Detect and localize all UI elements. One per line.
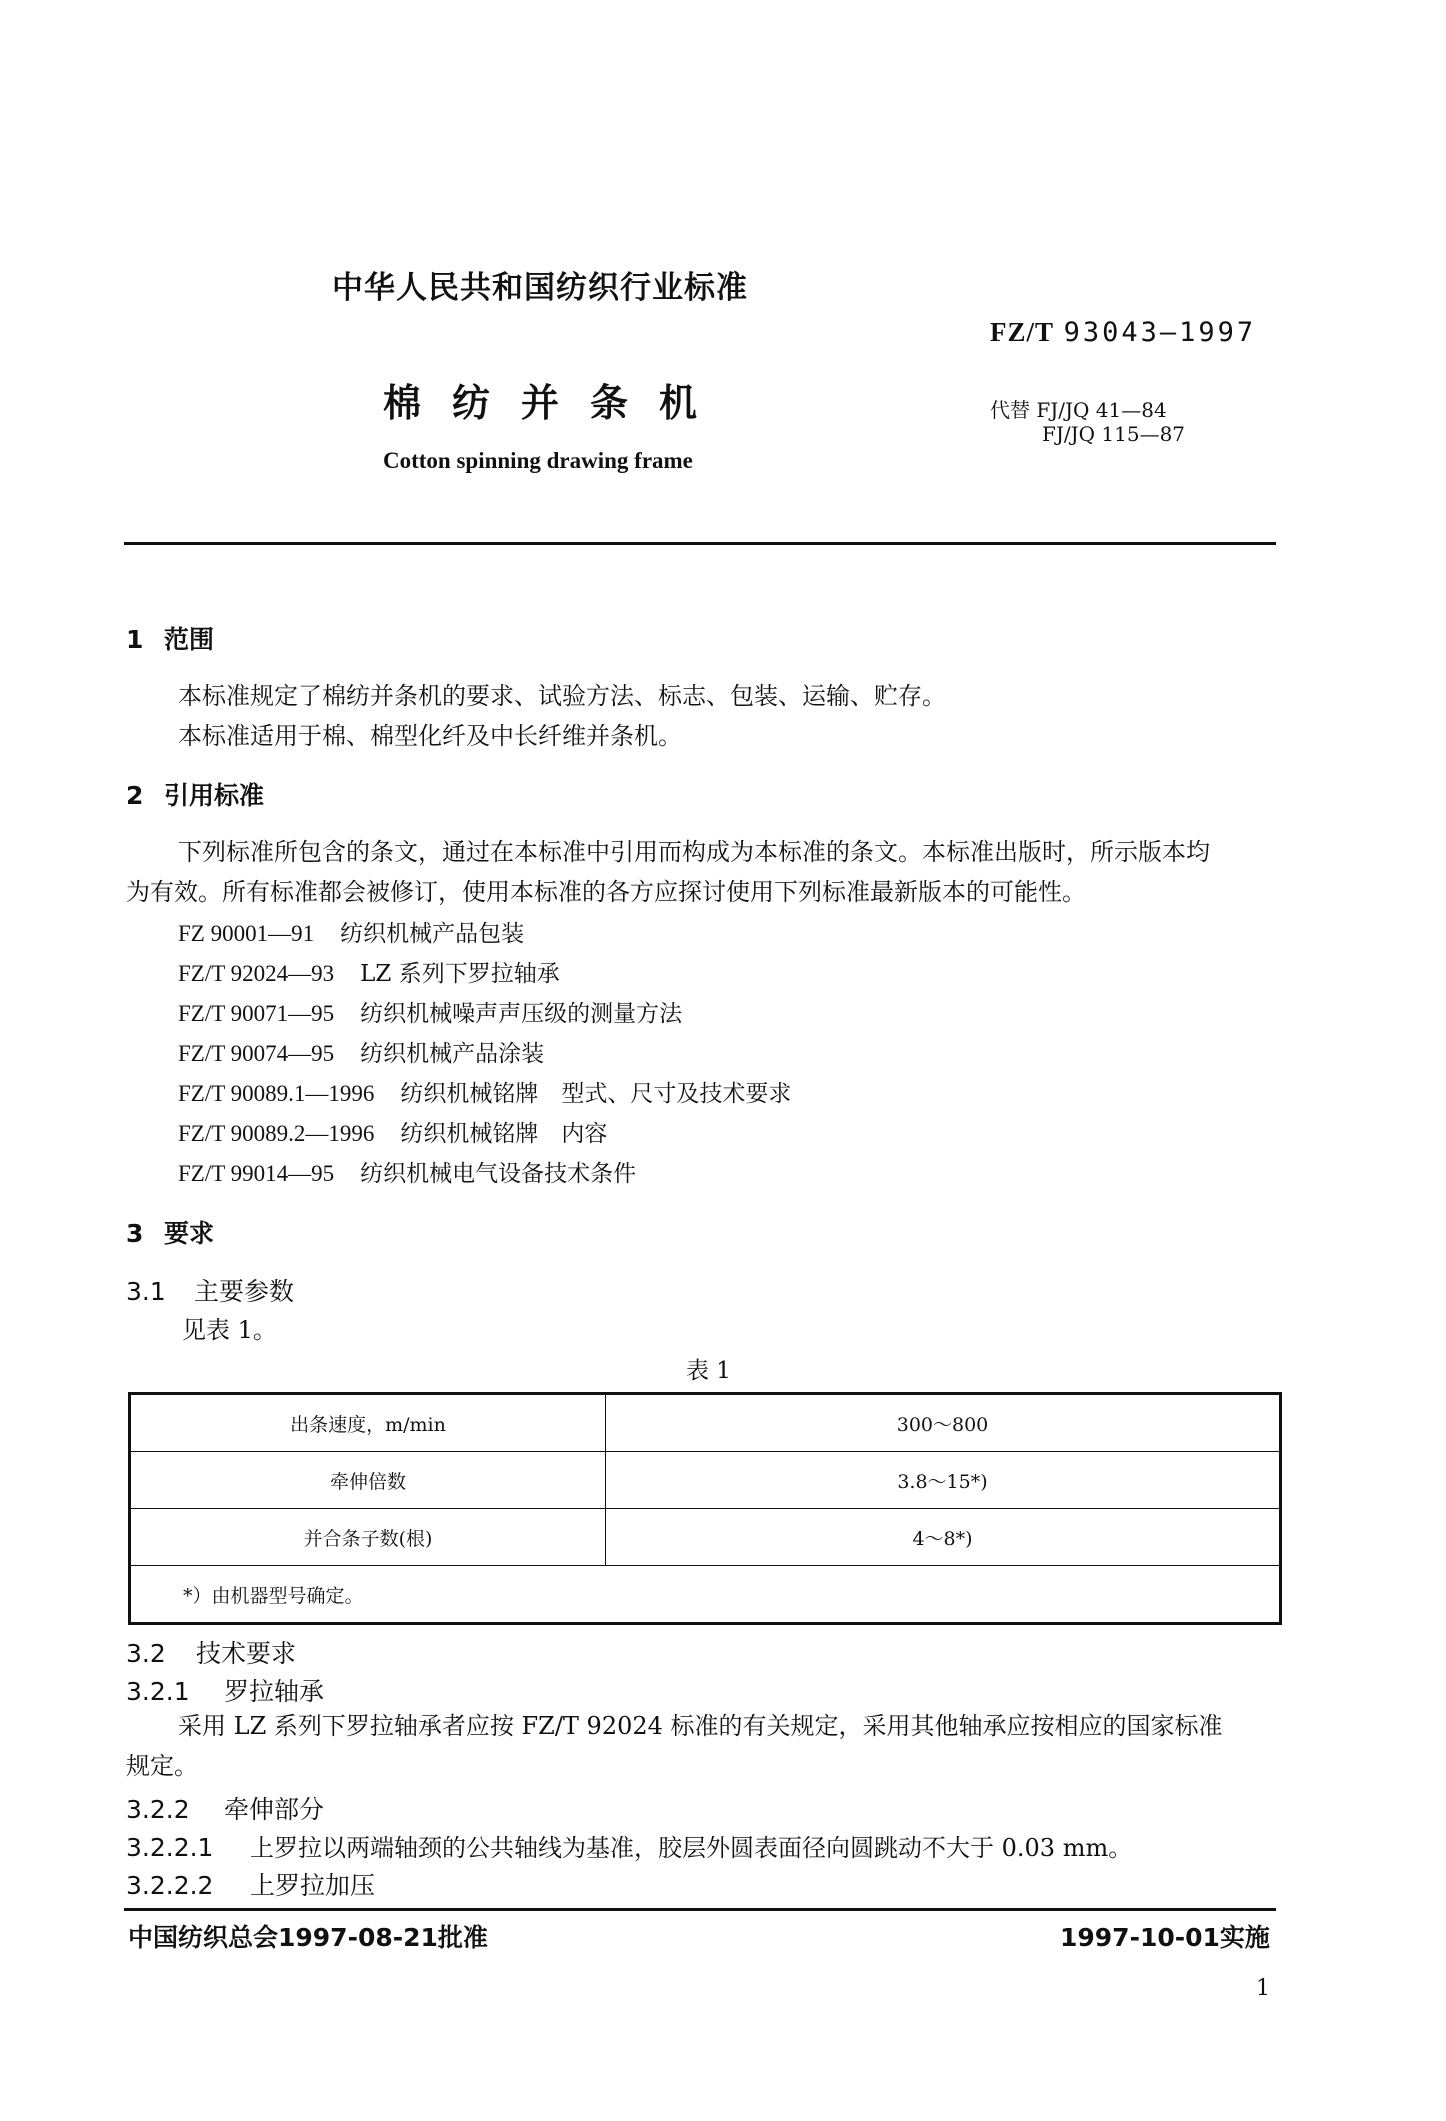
section-3-2-2-2-heading xyxy=(126,1866,375,1902)
reference-title: LZ 系列下罗拉轴承 xyxy=(360,961,560,987)
section-number: 3 xyxy=(126,1219,144,1248)
table-row xyxy=(130,1394,1281,1452)
reference-code: FZ/T 90074—95 xyxy=(178,1041,335,1066)
approval-line: 中国纺织总会1997-08-21批准 xyxy=(128,1923,488,1952)
reference-title: 纺织机械铭牌 内容 xyxy=(400,1121,608,1147)
reference-code: FZ/T 90071—95 xyxy=(178,1001,335,1026)
reference-code: FZ/T 90089.2—1996 xyxy=(178,1121,375,1146)
section-3-1-paragraph: 见表 1。 xyxy=(182,1316,277,1344)
table-cell-value: 4～8*) xyxy=(606,1509,1281,1566)
section-title: 引用标准 xyxy=(164,781,265,810)
implementation-date: 1997-10-01实施 xyxy=(1060,1923,1270,1952)
section-3-2-heading xyxy=(126,1634,296,1670)
reference-title: 纺织机械产品包装 xyxy=(340,921,525,947)
section-number: 3.1 xyxy=(126,1277,166,1306)
section-number: 2 xyxy=(126,781,144,810)
reference-item xyxy=(178,954,791,994)
table-row xyxy=(130,1566,1281,1624)
reference-item xyxy=(178,1154,791,1194)
reference-item xyxy=(178,914,791,954)
reference-item xyxy=(178,1114,791,1154)
referenced-standards-list xyxy=(178,914,791,1194)
footer-divider xyxy=(124,1908,1276,1911)
document-title-en: Cotton spinning drawing frame xyxy=(383,448,693,473)
reference-code: FZ/T 92024—93 xyxy=(178,961,335,986)
table-cell-value: 300～800 xyxy=(606,1394,1281,1452)
table-cell-param: 出条速度，m/min xyxy=(130,1394,606,1452)
section-3-1-heading xyxy=(126,1272,294,1308)
reference-title: 纺织机械噪声声压级的测量方法 xyxy=(360,1001,683,1027)
section-number: 3.2.2 xyxy=(126,1795,190,1824)
section-title: 技术要求 xyxy=(196,1639,297,1668)
reference-title: 纺织机械产品涂装 xyxy=(360,1041,545,1067)
section-3-2-2-1-line xyxy=(126,1828,1132,1863)
reference-item xyxy=(178,1034,791,1074)
standard-code-number: 93043—1997 xyxy=(1063,317,1257,348)
section-number: 1 xyxy=(126,625,144,654)
issuer-title: 中华人民共和国纺织行业标准 xyxy=(332,270,748,306)
section-2-heading xyxy=(126,776,264,812)
reference-item xyxy=(178,1074,791,1114)
reference-code: FZ 90001—91 xyxy=(178,921,315,946)
reference-code: FZ/T 90089.1—1996 xyxy=(178,1081,375,1106)
section-title: 范围 xyxy=(164,625,215,654)
standard-code xyxy=(990,317,1256,348)
section-title: 要求 xyxy=(164,1219,215,1248)
reference-item xyxy=(178,994,791,1034)
table-cell-value: 3.8～15*) xyxy=(606,1452,1281,1509)
section-title: 牵伸部分 xyxy=(224,1795,325,1824)
section-1-paragraph-2: 本标准适用于棉、棉型化纤及中长纤维并条机。 xyxy=(178,722,682,750)
section-title: 上罗拉加压 xyxy=(250,1871,376,1900)
replaces-label: 代替 xyxy=(990,398,1030,422)
reference-title: 纺织机械铭牌 型式、尺寸及技术要求 xyxy=(400,1081,792,1107)
section-1-heading xyxy=(126,620,214,656)
table-row xyxy=(130,1509,1281,1566)
section-title: 主要参数 xyxy=(194,1277,295,1306)
section-3-2-1-heading xyxy=(126,1672,324,1708)
section-3-2-2-heading xyxy=(126,1790,324,1826)
table-cell-param: 并合条子数(根) xyxy=(130,1509,606,1566)
table-caption: 表 1 xyxy=(686,1358,731,1384)
table-cell-param: 牵伸倍数 xyxy=(130,1452,606,1509)
section-3-2-1-paragraph-line-1: 采用 LZ 系列下罗拉轴承者应按 FZ/T 92024 标准的有关规定，采用其他轴承应按相应的国家标准 xyxy=(178,1712,1223,1740)
section-3-2-1-paragraph-line-2: 规定。 xyxy=(126,1752,198,1780)
section-number: 3.2 xyxy=(126,1639,166,1668)
section-title: 罗拉轴承 xyxy=(224,1677,325,1706)
section-number: 3.2.2.1 xyxy=(126,1833,214,1862)
replaces-standard-2: FJ/JQ 115—87 xyxy=(1042,422,1186,446)
replaces-block xyxy=(990,398,1185,446)
section-text: 上罗拉以两端轴颈的公共轴线为基准，胶层外圆表面径向圆跳动不大于 0.03 mm。 xyxy=(250,1834,1133,1862)
standard-code-prefix: FZ/T xyxy=(990,317,1055,347)
section-3-heading xyxy=(126,1214,214,1250)
page-number: 1 xyxy=(1256,1976,1270,2001)
header-divider xyxy=(124,542,1276,545)
section-1-paragraph-1: 本标准规定了棉纺并条机的要求、试验方法、标志、包装、运输、贮存。 xyxy=(178,682,946,710)
section-2-paragraph-line-2: 为有效。所有标准都会被修订，使用本标准的各方应探讨使用下列标准最新版本的可能性。 xyxy=(126,878,1086,906)
table-row xyxy=(130,1452,1281,1509)
reference-title: 纺织机械电气设备技术条件 xyxy=(360,1161,637,1187)
parameter-table xyxy=(128,1392,1282,1625)
section-number: 3.2.1 xyxy=(126,1677,190,1706)
table-footnote: *）由机器型号确定。 xyxy=(130,1566,1281,1624)
document-title-cn: 棉纺并条机 xyxy=(383,381,729,425)
reference-code: FZ/T 99014—95 xyxy=(178,1161,335,1186)
section-number: 3.2.2.2 xyxy=(126,1871,214,1900)
section-2-paragraph-line-1: 下列标准所包含的条文，通过在本标准中引用而构成为本标准的条文。本标准出版时，所示版本均 xyxy=(178,838,1210,866)
replaces-standard-1: FJ/JQ 41—84 xyxy=(1036,398,1167,422)
